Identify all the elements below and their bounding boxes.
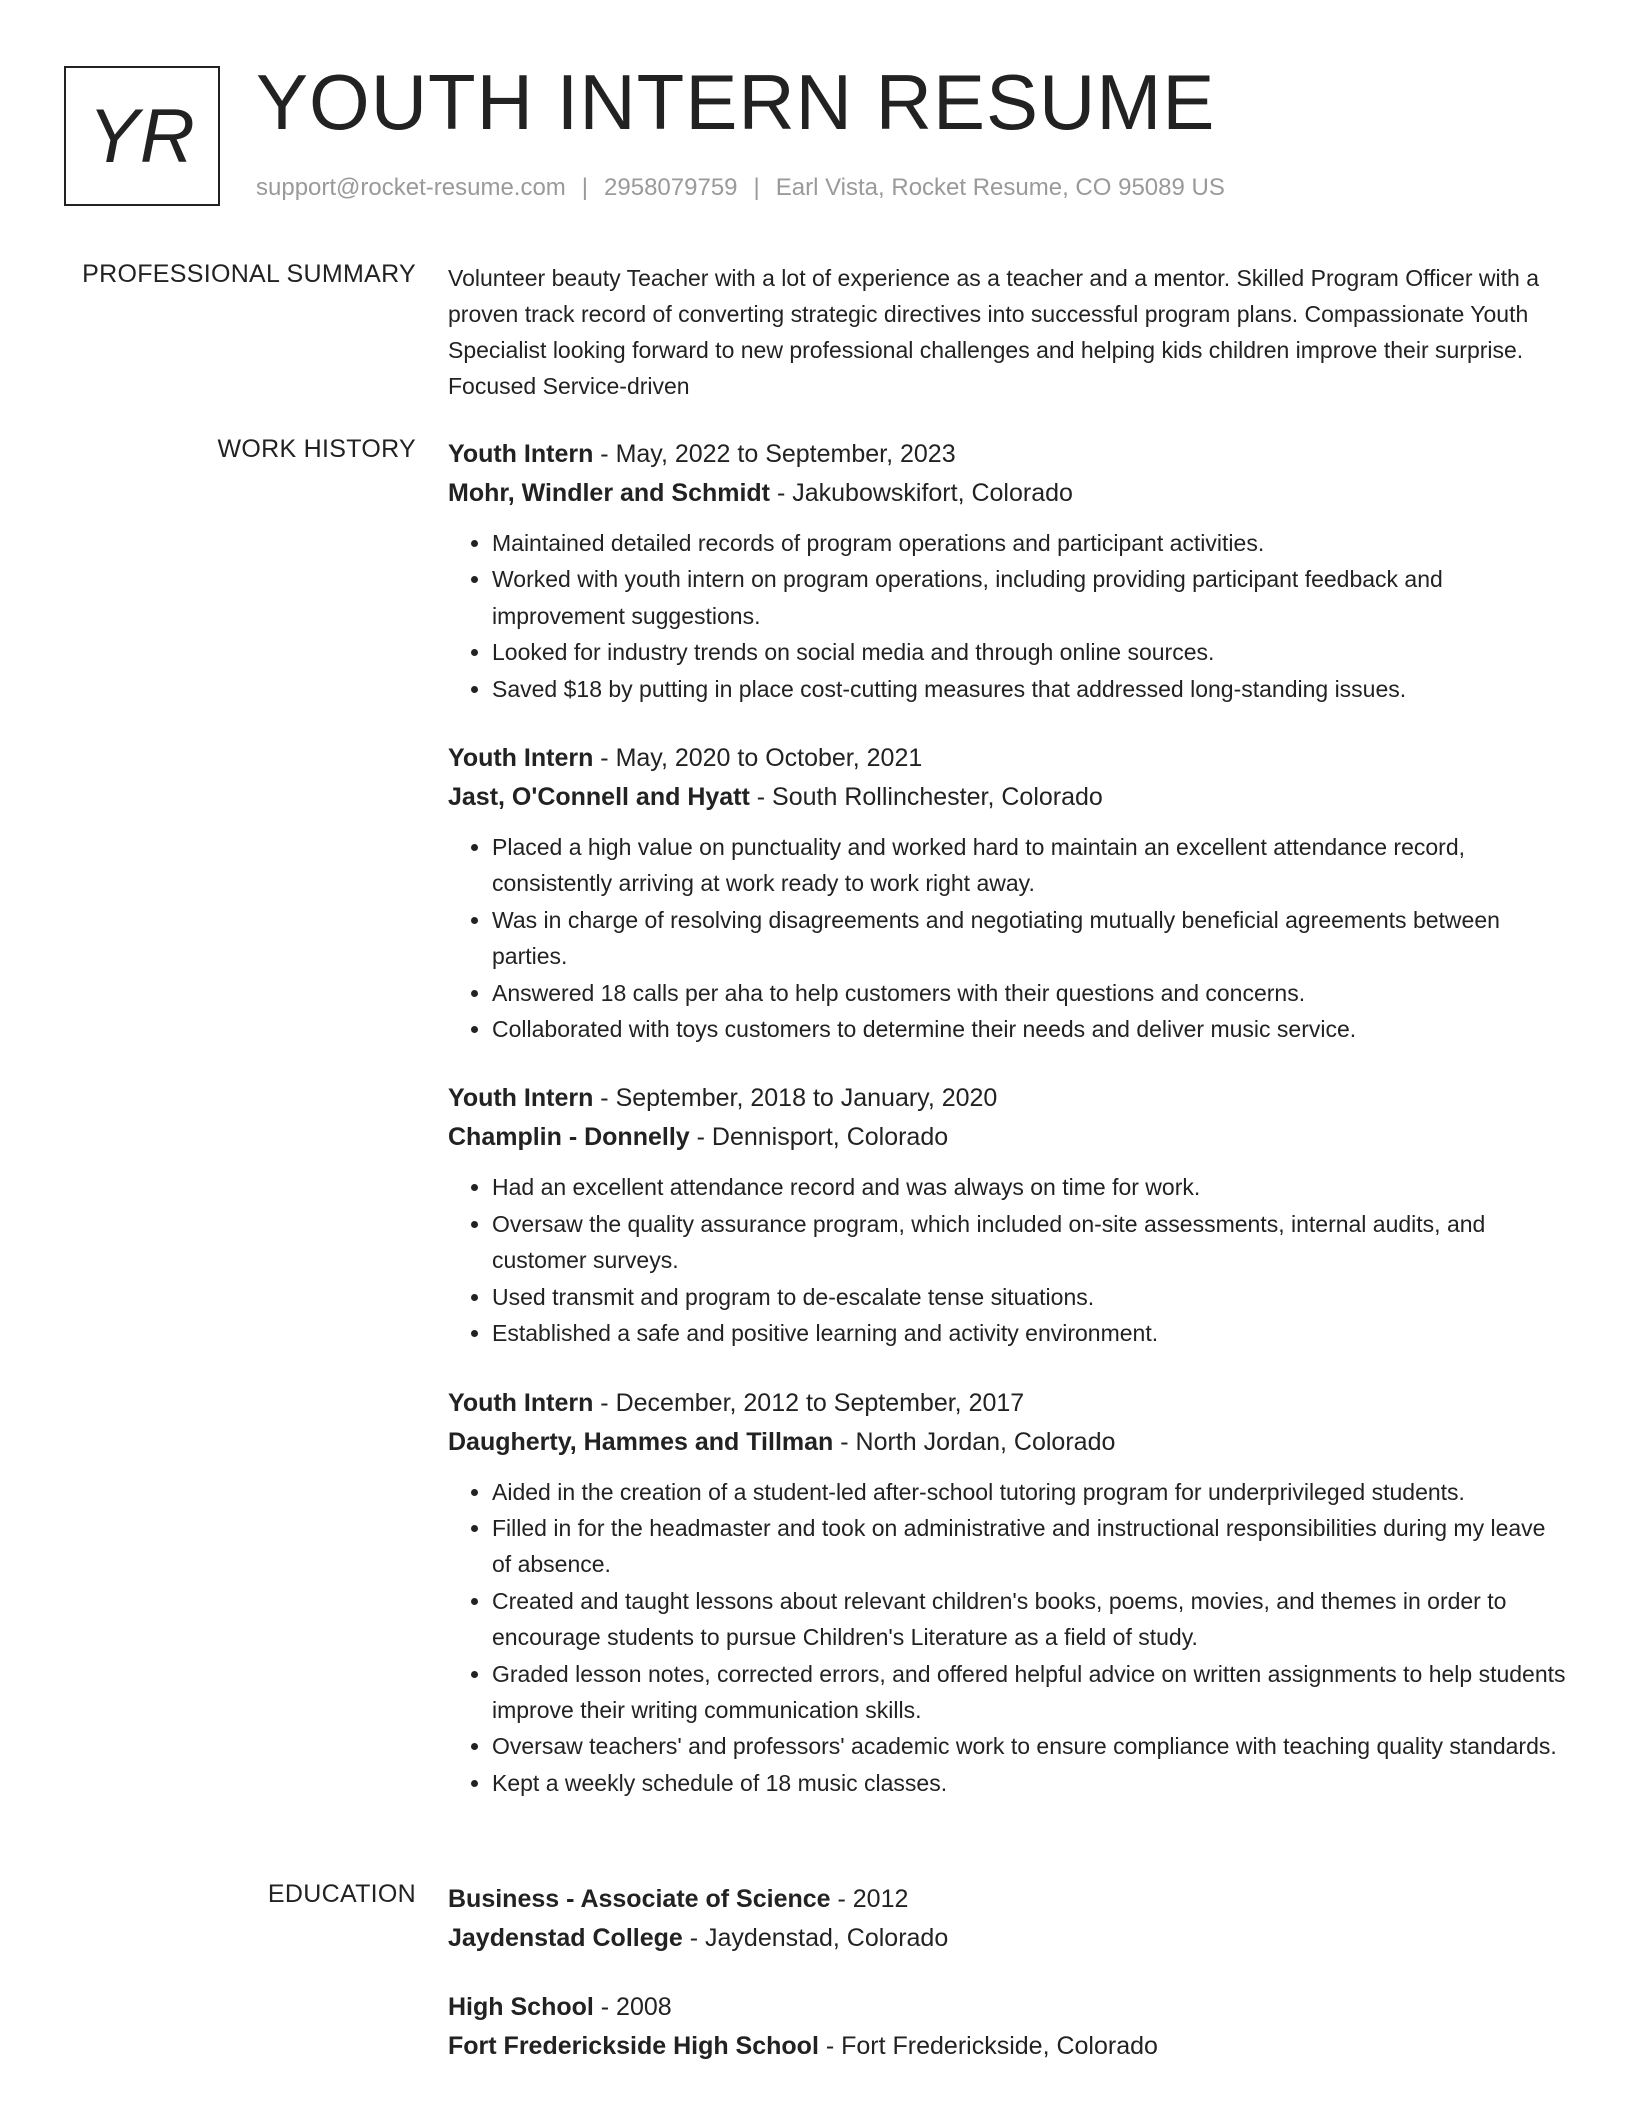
job-entry (448, 1079, 1566, 1351)
job-bullets (448, 1169, 1566, 1351)
contact-line (256, 174, 1225, 202)
job-bullet: • Oversaw teachers' and professors' academic work to ensure compliance with teaching quality standards. (492, 1728, 1566, 1764)
job-title-line (448, 1079, 1566, 1118)
contact-phone: 2958079759 (604, 174, 738, 201)
job-dates: - May, 2020 to October, 2021 (593, 744, 923, 773)
job-dates: - May, 2022 to September, 2023 (593, 440, 956, 468)
job-company-line (448, 474, 1566, 513)
job-company-line (448, 1423, 1566, 1462)
job-bullet: • Oversaw the quality assurance program, which included on-site assessments, internal audits, and customer surveys. (492, 1206, 1566, 1279)
education-year: - 2008 (593, 1993, 672, 2021)
job-entry (448, 1384, 1566, 1802)
job-bullet: • Established a safe and positive learning and activity environment. (492, 1315, 1566, 1351)
monogram-box (64, 66, 220, 206)
education-school: Fort Frederickside High School (448, 2032, 819, 2060)
job-bullet: • Placed a high value on punctuality and worked hard to maintain an excellent attendance record, consistently arriving at work ready to work right away. (492, 829, 1566, 902)
job-title: Youth Intern (448, 744, 594, 773)
job-location: - Jakubowskifort, Colorado (770, 479, 1073, 507)
job-title: Youth Intern (448, 440, 594, 468)
job-bullet: • Worked with youth intern on program operations, including providing participant feedback and improvement suggestions. (492, 561, 1566, 634)
job-bullet: • Saved $18 by putting in place cost-cutting measures that addressed long-standing issues. (492, 671, 1566, 707)
education-entry (448, 1880, 1566, 1958)
education-school-line (448, 1919, 1566, 1958)
job-entry (448, 435, 1566, 707)
education-degree-line (448, 1880, 1566, 1919)
job-company-line (448, 1118, 1566, 1157)
job-location: - North Jordan, Colorado (833, 1427, 1116, 1456)
job-bullets (448, 525, 1566, 707)
job-bullet: • Collaborated with toys customers to determine their needs and deliver music service. (492, 1011, 1566, 1047)
job-title-line (448, 435, 1566, 474)
education-location: - Jaydenstad, Colorado (682, 1924, 949, 1952)
job-bullet: • Answered 18 calls per aha to help customers with their questions and concerns. (492, 975, 1566, 1011)
job-title: Youth Intern (448, 1388, 594, 1417)
education-degree: High School (448, 1993, 594, 2021)
job-location: - South Rollinchester, Colorado (749, 783, 1103, 812)
job-dates: - September, 2018 to January, 2020 (593, 1084, 998, 1113)
education-degree: Business - Associate of Science (448, 1885, 831, 1913)
education-school-line (448, 2027, 1566, 2066)
job-bullets (448, 829, 1566, 1047)
job-bullet: • Graded lesson notes, corrected errors, and offered helpful advice on written assignments to help students improve their writing communication skills. (492, 1656, 1566, 1729)
education-degree-line (448, 1988, 1566, 2027)
job-bullet: • Aided in the creation of a student-led after-school tutoring program for underprivileged students. (492, 1474, 1566, 1510)
job-company: Jast, O'Connell and Hyatt (448, 783, 750, 812)
education-location: - Fort Frederickside, Colorado (818, 2032, 1158, 2060)
job-bullet: • Looked for industry trends on social media and through online sources. (492, 634, 1566, 670)
education-entry (448, 1988, 1566, 2066)
monogram-initials: YR (88, 93, 196, 179)
education-list (448, 1880, 1566, 2096)
section-label-summary: PROFESSIONAL SUMMARY (82, 260, 416, 288)
job-title-line (448, 739, 1566, 778)
job-bullets (448, 1474, 1566, 1802)
job-company: Mohr, Windler and Schmidt (448, 479, 771, 507)
job-bullet: • Maintained detailed records of program operations and participant activities. (492, 525, 1566, 561)
section-label-education: EDUCATION (267, 1880, 416, 1908)
contact-separator: | (581, 174, 589, 201)
job-bullet: • Kept a weekly schedule of 18 music classes. (492, 1765, 1566, 1801)
job-entry (448, 739, 1566, 1047)
education-year: - 2012 (830, 1885, 909, 1913)
summary-text: Volunteer beauty Teacher with a lot of experience as a teacher and a mentor. Skilled Program Officer with a proven track record of converting strategic directives into successful program plans. Compassionate Youth Specialist looking forward to new professional challenges and helping kids children improve their surprise. Focused Service-driven (448, 265, 1539, 399)
job-bullet: • Used transmit and program to de-escalate tense situations. (492, 1279, 1566, 1315)
job-company-line (448, 778, 1566, 817)
job-location: - Dennisport, Colorado (689, 1123, 949, 1152)
job-company: Champlin - Donnelly (448, 1123, 690, 1152)
job-list (448, 435, 1566, 1833)
job-title-line (448, 1384, 1566, 1423)
job-bullet: • Was in charge of resolving disagreements and negotiating mutually beneficial agreements between parties. (492, 902, 1566, 975)
contact-email: support@rocket-resume.com (256, 174, 566, 201)
job-bullet: • Filled in for the headmaster and took on administrative and instructional responsibilities during my leave of absence. (492, 1510, 1566, 1583)
job-dates: - December, 2012 to September, 2017 (593, 1388, 1025, 1417)
resume-title: YOUTH INTERN RESUME (256, 58, 1216, 146)
education-school: Jaydenstad College (448, 1924, 683, 1952)
job-title: Youth Intern (448, 1084, 594, 1113)
job-company: Daugherty, Hammes and Tillman (448, 1427, 834, 1456)
contact-separator: | (753, 174, 760, 201)
section-label-work: WORK HISTORY (217, 435, 416, 463)
contact-address: Earl Vista, Rocket Resume, CO 95089 US (775, 174, 1225, 201)
job-bullet: • Created and taught lessons about relevant children's books, poems, movies, and themes in order to encourage students to pursue Children's Literature as a field of study. (492, 1583, 1566, 1656)
job-bullet: • Had an excellent attendance record and was always on time for work. (492, 1169, 1566, 1205)
